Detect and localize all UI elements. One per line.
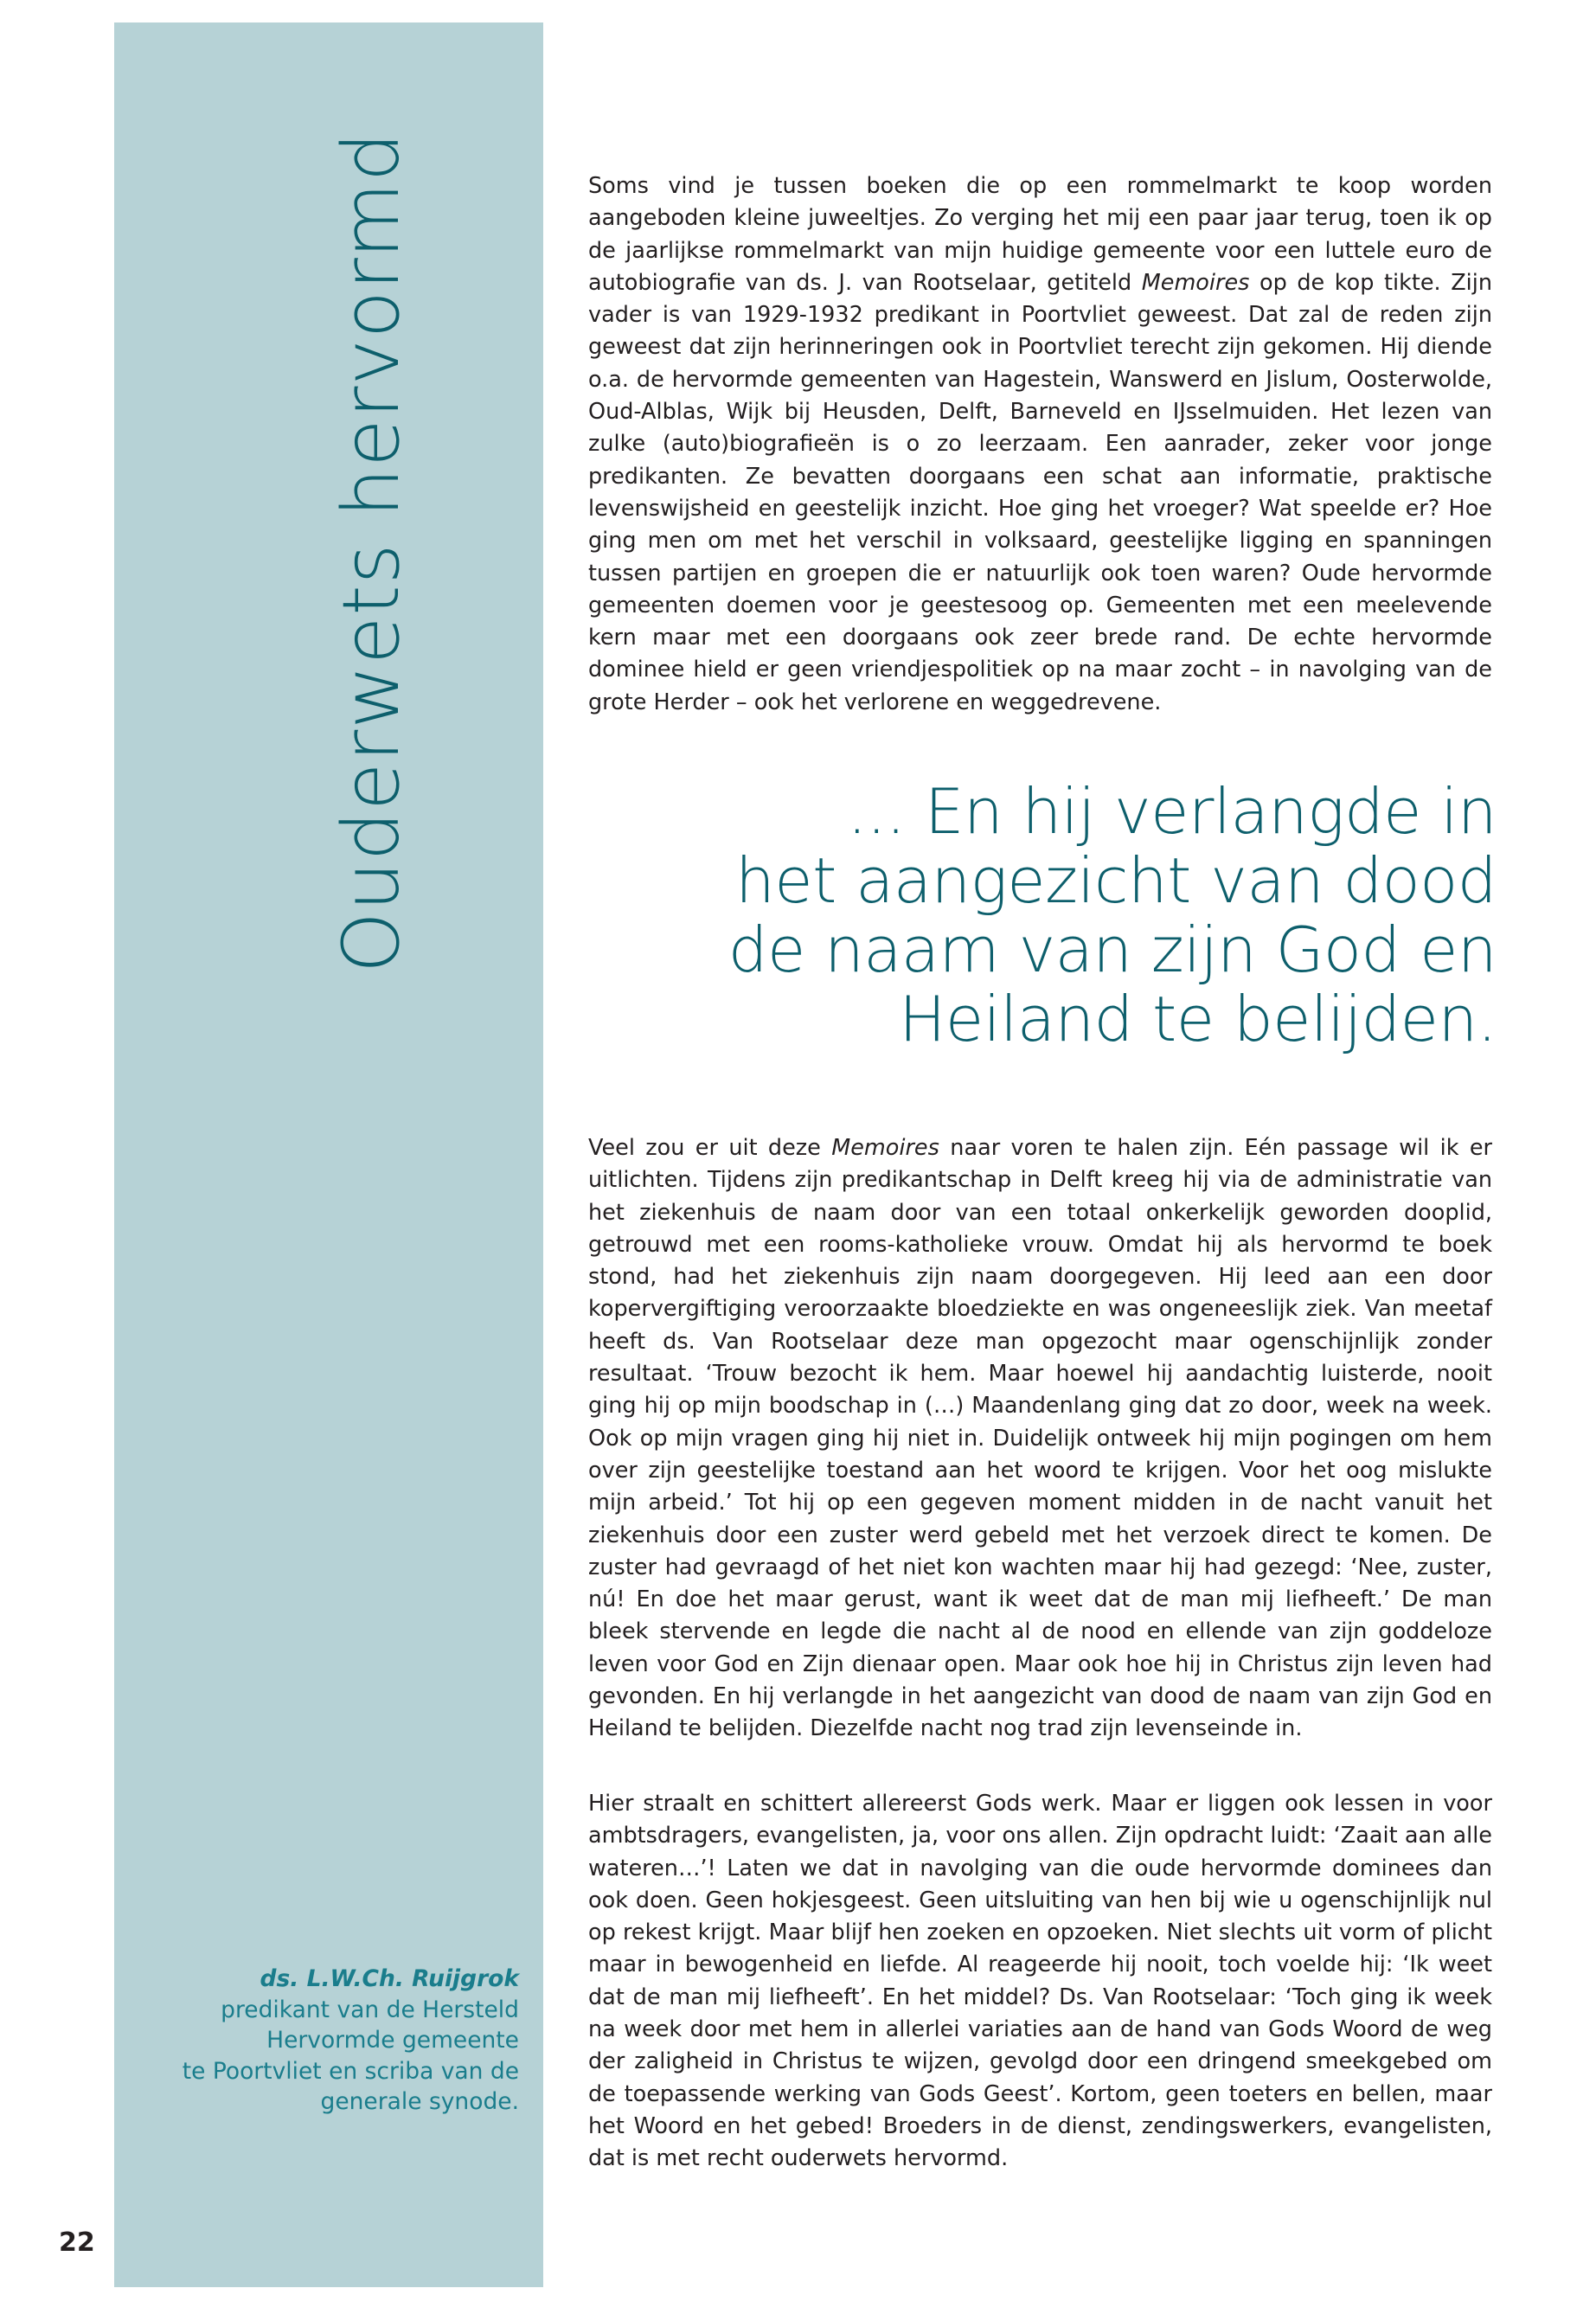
pull-quote-line: Heiland te belijden.: [899, 983, 1497, 1055]
page-number: 22: [59, 2227, 95, 2258]
author-role-line: generale synode.: [320, 2088, 519, 2115]
author-name: ds. L.W.Ch. Ruijgrok: [260, 1965, 519, 1992]
author-role-line: Hervormde gemeente: [266, 2027, 519, 2054]
article-paragraph-2: Veel zou er uit deze Memoires naar voren te halen zijn. Eén passage wil ik er uitlichten. Tijdens zijn predikantschap in Delft kreeg hij via de administratie van het ziekenhuis de naam door van een totaal onkerkelijk geworden dooplid, getrouwd met een rooms-katholieke vrouw. Omdat hij als hervormd te boek stond, had het ziekenhuis zijn naam doorgegeven. Hij leed aan een door kopervergiftiging veroorzaakte bloedziekte en was ongeneeslijk ziek. Van meetaf heeft ds. Van Rootselaar deze man opgezocht maar ogenschijnlijk zonder resultaat. ‘Trouw bezocht ik hem. Maar hoewel hij aandachtig luisterde, nooit ging hij op mijn boodschap in (…) Maandenlang ging dat zo door, week na week. Ook op mijn vragen ging hij niet in. Duidelijk ontweek hij mijn pogingen om hem over zijn geestelijke toestand aan het woord te krijgen. Voor het oog mislukte mijn arbeid.’ Tot hij op een gegeven moment midden in de nacht vanuit het ziekenhuis door een zuster werd gebeld met het verzoek direct te komen. De zuster had gevraagd of het niet kon wachten maar hij had gezegd: ‘Nee, zuster, nú! En doe het maar gerust, want ik weet dat de man mij liefheeft.’ De man bleek stervende en legde die nacht al de nood en ellende van zijn goddeloze leven voor God en Zijn dienaar open. Maar ook hoe hij in Christus zijn leven had gevonden. En hij verlangde in het aangezicht van dood de naam van zijn God en Heiland te belijden. Diezelfde nacht nog trad zijn levenseinde in.: [588, 1135, 1492, 1742]
author-role-line: predikant van de Hersteld: [221, 1996, 519, 2023]
pull-quote-line: het aangezicht van dood: [735, 844, 1497, 917]
pull-quote-line: ... En hij verlangde in: [847, 775, 1497, 848]
pull-quote: [588, 777, 1497, 1054]
pull-quote-line: de naam van zijn God en: [727, 913, 1497, 986]
article-title: Ouderwets hervormd: [326, 131, 417, 973]
author-block: [156, 1964, 519, 2118]
article-paragraph-1: Soms vind je tussen boeken die op een rommelmarkt te koop worden aangeboden kleine juweeltjes. Zo verging het mij een paar jaar terug, toen ik op de jaarlijkse rommelmarkt van mijn huidige gemeente voor een luttele euro de autobiografie van ds. J. van Rootselaar, getiteld Memoires op de kop tikte. Zijn vader is van 1929-1932 predikant in Poortvliet geweest. Dat zal de reden zijn geweest dat zijn herinneringen ook in Poortvliet terecht zijn gekomen. Hij diende o.a. de hervormde gemeenten van Hagestein, Wanswerd en Jislum, Oosterwolde, Oud-Alblas, Wijk bij Heusden, Delft, Barneveld en IJsselmuiden. Het lezen van zulke (auto)biografieën is o zo leerzaam. Een aanrader, zeker voor jonge predikanten. Ze bevatten doorgaans een schat aan informatie, praktische levenswijsheid en geestelijk inzicht. Hoe ging het vroeger? Wat speelde er? Hoe ging men om met het verschil in volksaard, geestelijke ligging en spanningen tussen partijen en groepen die er natuurlijk ook toen waren? Oude hervormde gemeenten doemen voor je geestesoog op. Gemeenten met een meelevende kern maar met een doorgaans ook zeer brede rand. De echte hervormde dominee hield er geen vriendjespolitiek op na maar zocht – in navolging van de grote Herder – ook het verlorene en weggedrevene.: [588, 173, 1492, 715]
article-paragraph-3: Hier straalt en schittert allereerst Gods werk. Maar er liggen ook lessen in voor ambtsdragers, evangelisten, ja, voor ons allen. Zijn opdracht luidt: ‘Zaait aan alle wateren…’! Laten we dat in navolging van die oude hervormde dominees dan ook doen. Geen hokjesgeest. Geen uitsluiting van hen bij wie u ogenschijnlijk nul op rekest krijgt. Maar blijf hen zoeken en opzoeken. Niet slechts uit vorm of plicht maar in bewogenheid en liefde. Al reageerde hij nooit, toch voelde hij: ‘Ik weet dat de man mij liefheeft’. En het middel? Ds. Van Rootselaar: ‘Toch ging ik week na week door met hem in allerlei variaties aan de hand van Gods Woord de weg der zaligheid in Christus te wijzen, gevolgd door een dringend smeekgebed om de toepassende werking van Gods Geest’. Kortom, geen toeters en bellen, maar het Woord en het gebed! Broeders in de dienst, zendingswerkers, evangelisten, dat is met recht ouderwets hervormd.: [588, 1791, 1492, 2172]
author-role-line: te Poortvliet en scriba van de: [182, 2057, 519, 2085]
